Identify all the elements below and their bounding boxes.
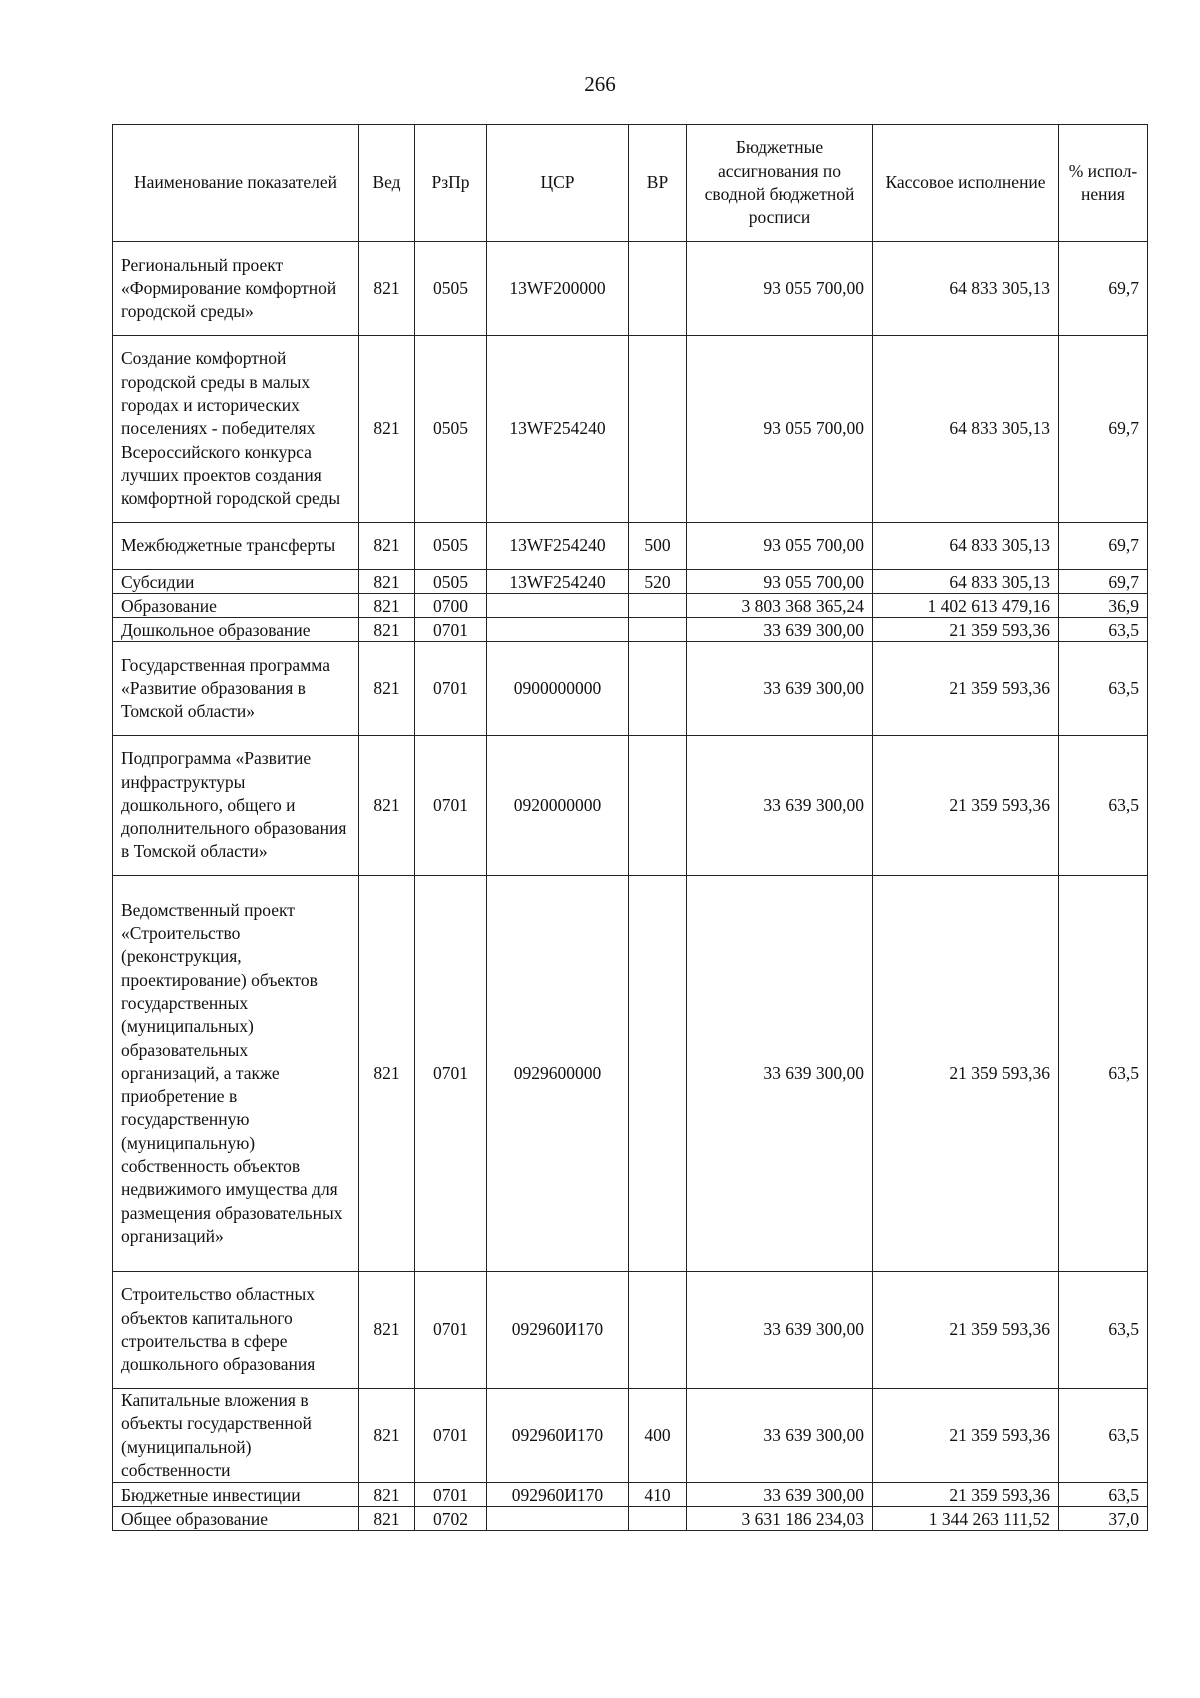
row-csr: 092960И170 [487, 1389, 629, 1483]
row-cash: 1 344 263 111,52 [873, 1507, 1059, 1531]
row-vr: 410 [629, 1483, 687, 1507]
row-ved: 821 [359, 336, 415, 523]
row-csr: 13WF200000 [487, 242, 629, 336]
row-ved: 821 [359, 642, 415, 736]
row-ved: 821 [359, 242, 415, 336]
row-vr [629, 594, 687, 618]
row-percent: 69,7 [1059, 336, 1148, 523]
row-budget: 33 639 300,00 [687, 876, 873, 1272]
row-ved: 821 [359, 736, 415, 876]
row-vr [629, 1507, 687, 1531]
row-vr [629, 618, 687, 642]
row-percent: 69,7 [1059, 242, 1148, 336]
header-percent: % испол-нения [1059, 125, 1148, 242]
row-cash: 21 359 593,36 [873, 618, 1059, 642]
budget-execution-table [112, 124, 1148, 1531]
table-row [113, 876, 1148, 1272]
row-cash: 64 833 305,13 [873, 570, 1059, 594]
table-row [113, 1272, 1148, 1389]
row-ved: 821 [359, 594, 415, 618]
row-ved: 821 [359, 1507, 415, 1531]
table-row [113, 1389, 1148, 1483]
row-name: Государственная программа «Развитие образования в Томской области» [113, 642, 359, 736]
page-number: 266 [584, 72, 616, 96]
header-vr: ВР [629, 125, 687, 242]
row-cash: 64 833 305,13 [873, 336, 1059, 523]
row-vr: 520 [629, 570, 687, 594]
row-csr [487, 594, 629, 618]
row-percent: 37,0 [1059, 1507, 1148, 1531]
row-budget: 33 639 300,00 [687, 736, 873, 876]
row-percent: 63,5 [1059, 618, 1148, 642]
row-name: Подпрограмма «Развитие инфраструктуры дошкольного, общего и дополнительного образования в Томской области» [113, 736, 359, 876]
row-budget: 93 055 700,00 [687, 570, 873, 594]
row-budget: 3 803 368 365,24 [687, 594, 873, 618]
table-row [113, 594, 1148, 618]
row-csr: 0929600000 [487, 876, 629, 1272]
table-row [113, 523, 1148, 570]
row-percent: 63,5 [1059, 642, 1148, 736]
row-ved: 821 [359, 1483, 415, 1507]
table-header-row [113, 125, 1148, 242]
table-row [113, 642, 1148, 736]
row-rzpr: 0701 [415, 642, 487, 736]
row-percent: 63,5 [1059, 1483, 1148, 1507]
header-ved: Вед [359, 125, 415, 242]
row-csr: 13WF254240 [487, 570, 629, 594]
row-vr [629, 876, 687, 1272]
row-name: Субсидии [113, 570, 359, 594]
row-name: Капитальные вложения в объекты государственной (муниципальной) собственности [113, 1389, 359, 1483]
row-vr [629, 642, 687, 736]
row-name: Региональный проект «Формирование комфортной городской среды» [113, 242, 359, 336]
row-rzpr: 0701 [415, 1272, 487, 1389]
row-percent: 63,5 [1059, 1389, 1148, 1483]
row-rzpr: 0701 [415, 1483, 487, 1507]
row-rzpr: 0701 [415, 736, 487, 876]
row-csr: 13WF254240 [487, 523, 629, 570]
row-rzpr: 0702 [415, 1507, 487, 1531]
row-cash: 21 359 593,36 [873, 1483, 1059, 1507]
row-percent: 69,7 [1059, 570, 1148, 594]
header-budget: Бюджетные ассигнования по сводной бюджетной росписи [687, 125, 873, 242]
row-percent: 36,9 [1059, 594, 1148, 618]
table-row [113, 570, 1148, 594]
row-rzpr: 0700 [415, 594, 487, 618]
row-csr [487, 1507, 629, 1531]
row-csr: 0900000000 [487, 642, 629, 736]
row-vr [629, 736, 687, 876]
row-ved: 821 [359, 570, 415, 594]
row-csr: 092960И170 [487, 1483, 629, 1507]
row-rzpr: 0505 [415, 336, 487, 523]
row-budget: 93 055 700,00 [687, 242, 873, 336]
header-rzpr: РзПр [415, 125, 487, 242]
row-name: Общее образование [113, 1507, 359, 1531]
row-ved: 821 [359, 876, 415, 1272]
row-percent: 63,5 [1059, 1272, 1148, 1389]
table-row [113, 1507, 1148, 1531]
row-vr: 400 [629, 1389, 687, 1483]
row-rzpr: 0505 [415, 242, 487, 336]
row-budget: 33 639 300,00 [687, 1483, 873, 1507]
row-ved: 821 [359, 1389, 415, 1483]
row-cash: 21 359 593,36 [873, 1389, 1059, 1483]
row-percent: 63,5 [1059, 876, 1148, 1272]
row-cash: 1 402 613 479,16 [873, 594, 1059, 618]
header-name: Наименование показателей [113, 125, 359, 242]
row-rzpr: 0505 [415, 523, 487, 570]
row-budget: 33 639 300,00 [687, 1272, 873, 1389]
row-budget: 93 055 700,00 [687, 523, 873, 570]
row-ved: 821 [359, 523, 415, 570]
row-budget: 33 639 300,00 [687, 618, 873, 642]
row-name: Ведомственный проект «Строительство (реконструкция, проектирование) объектов государственных (муниципальных) образовательных организаций, а также приобретение в государственную (муниципальную) собственность объектов недвижимого имущества для размещения образовательных организаций» [113, 876, 359, 1272]
table-row [113, 242, 1148, 336]
row-percent: 69,7 [1059, 523, 1148, 570]
row-ved: 821 [359, 1272, 415, 1389]
row-csr [487, 618, 629, 642]
row-budget: 33 639 300,00 [687, 642, 873, 736]
row-vr [629, 336, 687, 523]
table-row [113, 336, 1148, 523]
row-budget: 33 639 300,00 [687, 1389, 873, 1483]
row-rzpr: 0701 [415, 618, 487, 642]
row-csr: 0920000000 [487, 736, 629, 876]
row-percent: 63,5 [1059, 736, 1148, 876]
row-name: Образование [113, 594, 359, 618]
header-cash: Кассовое исполнение [873, 125, 1059, 242]
row-ved: 821 [359, 618, 415, 642]
row-cash: 21 359 593,36 [873, 1272, 1059, 1389]
row-name: Бюджетные инвестиции [113, 1483, 359, 1507]
row-name: Дошкольное образование [113, 618, 359, 642]
row-vr [629, 1272, 687, 1389]
row-name: Создание комфортной городской среды в малых городах и исторических поселениях - победителях Всероссийского конкурса лучших проектов создания комфортной городской среды [113, 336, 359, 523]
row-cash: 21 359 593,36 [873, 736, 1059, 876]
header-csr: ЦСР [487, 125, 629, 242]
table-row [113, 1483, 1148, 1507]
row-vr [629, 242, 687, 336]
row-name: Строительство областных объектов капитального строительства в сфере дошкольного образования [113, 1272, 359, 1389]
row-cash: 64 833 305,13 [873, 242, 1059, 336]
row-rzpr: 0701 [415, 876, 487, 1272]
row-cash: 21 359 593,36 [873, 876, 1059, 1272]
row-rzpr: 0505 [415, 570, 487, 594]
table-row [113, 736, 1148, 876]
row-cash: 21 359 593,36 [873, 642, 1059, 736]
row-budget: 93 055 700,00 [687, 336, 873, 523]
row-cash: 64 833 305,13 [873, 523, 1059, 570]
row-vr: 500 [629, 523, 687, 570]
row-rzpr: 0701 [415, 1389, 487, 1483]
row-name: Межбюджетные трансферты [113, 523, 359, 570]
row-budget: 3 631 186 234,03 [687, 1507, 873, 1531]
row-csr: 13WF254240 [487, 336, 629, 523]
row-csr: 092960И170 [487, 1272, 629, 1389]
table-row [113, 618, 1148, 642]
